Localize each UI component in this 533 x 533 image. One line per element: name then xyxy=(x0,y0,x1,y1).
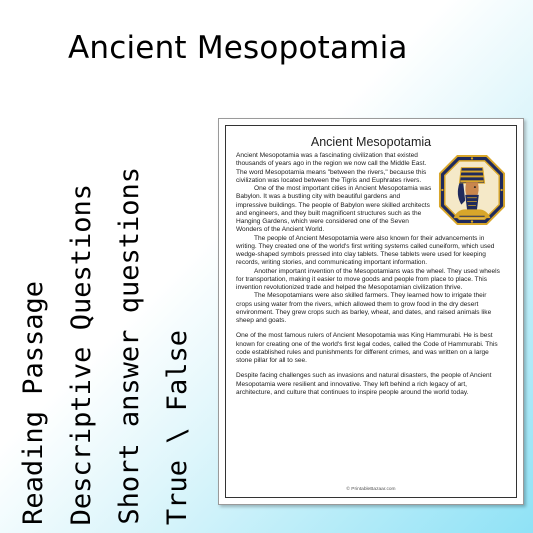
passage-paragraph: The people of Ancient Mesopotamia were also known for their advancements in writing. They created one of the world's first writing systems called cuneiform, which used wedge-shaped symbols pressed into clay tablets. These tablets were used for keeping records, writing stories, and communicating important information. xyxy=(236,234,495,267)
passage-paragraph: One of the most famous rulers of Ancient Mesopotamia was King Hammurabi. He is best known for creating one of the world's first legal codes, called the Code of Hammurabi. This code established rules and punishments for different crimes, and was written on a large stone pillar for all to see. xyxy=(236,332,498,364)
worksheet-footer: © PrintableBazaar.com xyxy=(346,487,396,492)
passage-paragraph: One of the most important cities in Ancient Mesopotamia was Babylon. It was a bustling city with beautiful gardens and impressive buildings. The people of Babylon were skilled architects and engineers, and they built magnificent structures such as the Hanging Gardens, which were considered one of the Seven Wonders of the Ancient World. xyxy=(236,185,432,234)
passage-paragraph: Another important invention of the Mesopotamians was the wheel. They used wheels for transportation, making it easier to move goods and people from place to place. This invention revolutionized trade and helped the Mesopotamian civilization thrive. xyxy=(236,267,500,291)
passage-paragraph: The Mesopotamians were also skilled farmers. They learned how to irrigate their crops using water from the rivers, which allowed them to grow food in the dry desert environment. They grew crops such as barley, wheat, and dates, and raised animals like sheep and goats. xyxy=(236,292,492,324)
side-label-short-answer: Short answer questions xyxy=(114,167,145,525)
passage-paragraph: Despite facing challenges such as invasions and natural disasters, the people of Ancient Mesopotamia were resilient and innovative. They left behind a rich legacy of art, architecture, and culture that continues to inspire people around the world today. xyxy=(236,372,492,396)
mesopotamian-king-portrait-icon xyxy=(438,154,506,226)
side-labels xyxy=(12,135,212,525)
passage-paragraph: Ancient Mesopotamia was a fascinating civilization that existed thousands of years ago in the region we now call the Middle East. The word Mesopotamia means "between the rivers," because this civilization was located between the Tigris and Euphrates rivers. xyxy=(236,152,427,184)
page-title: Ancient Mesopotamia xyxy=(68,30,408,66)
worksheet-title: Ancient Mesopotamia xyxy=(310,135,432,149)
side-label-true-false: True \ False xyxy=(162,329,193,525)
side-label-descriptive-questions: Descriptive Questions xyxy=(66,183,97,525)
reading-passage xyxy=(236,152,504,397)
worksheet-preview xyxy=(218,118,524,505)
side-label-reading-passage: Reading Passage xyxy=(18,281,49,525)
